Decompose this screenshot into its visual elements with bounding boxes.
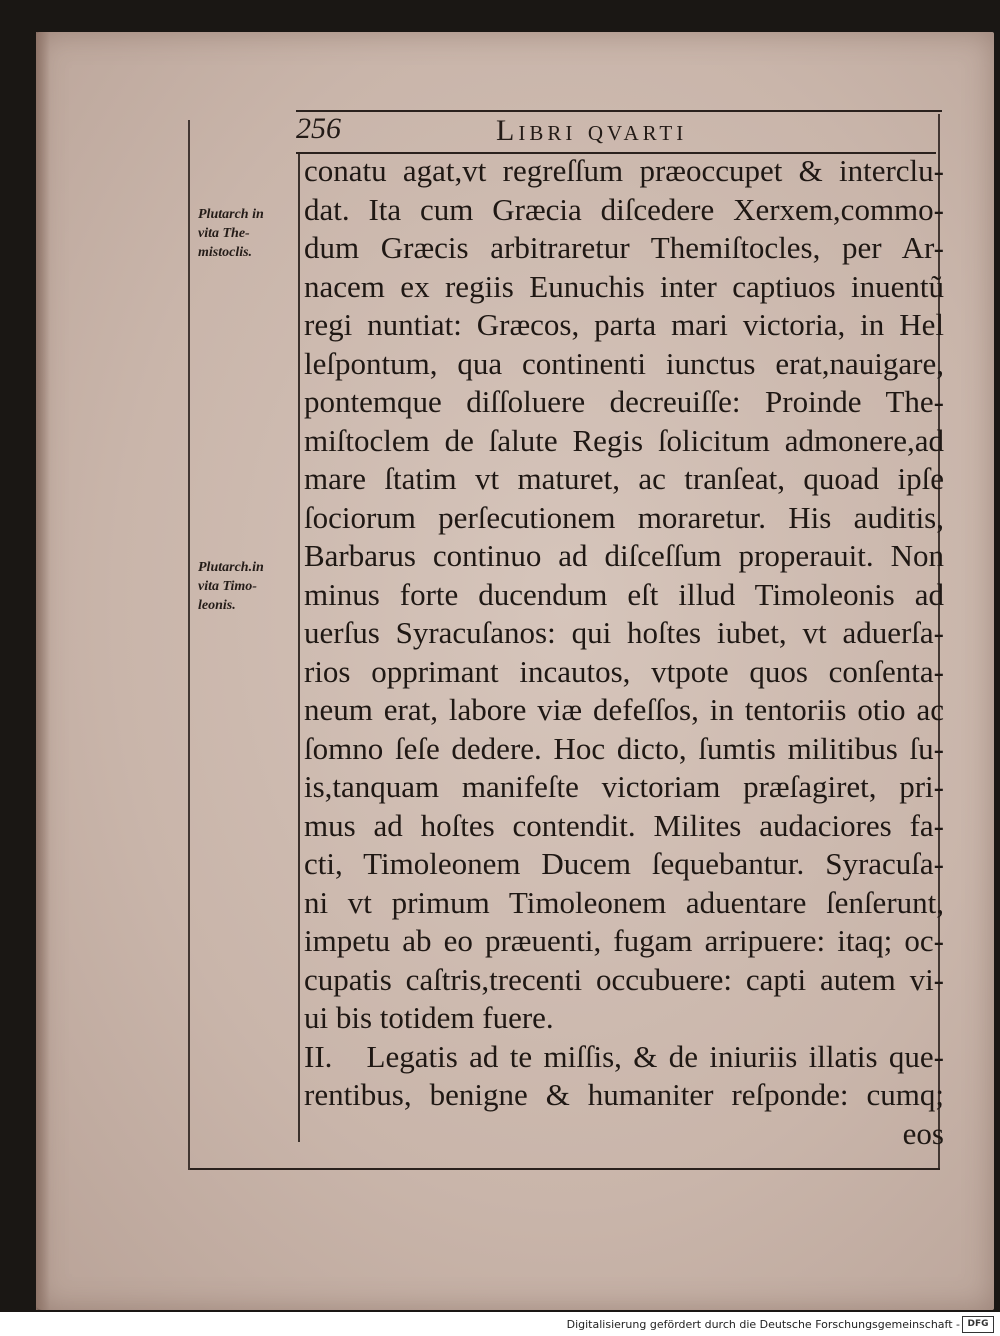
text-line: leſpontum, qua continenti iunctus erat,nauigare,: [304, 345, 944, 381]
text-line: nacem ex regiis Eunuchis inter captiuos inuentũ: [304, 268, 944, 304]
text-line: minus forte ducendum eſt illud Timoleonis ad: [304, 576, 944, 612]
bottom-rule: [190, 1168, 940, 1170]
text-line: mare ſtatim vt maturet, ac tranſeat, quoad ipſe: [304, 461, 944, 496]
text-line: uerſus Syracuſanos: qui hoſtes iubet, vt aduerſa-: [304, 615, 944, 650]
text-line: rentibus, benigne & humaniter reſponde: cumq;: [304, 1077, 944, 1112]
margin-note-themistocles: [198, 205, 264, 262]
text-line: regi nuntiat: Græcos, parta mari victoria, in Hel: [304, 307, 944, 342]
frame-left-rule: [188, 120, 190, 1170]
margin-note-line: Plutarch.in: [198, 560, 264, 575]
text-line: rios opprimant incautos, vtpote quos conſenta-: [304, 653, 944, 689]
text-line: Barbarus continuo ad diſceſſum properauit. Non: [304, 538, 944, 573]
main-text: [304, 152, 944, 1153]
running-title: Libri qvarti: [496, 114, 688, 147]
margin-note-line: mistoclis.: [198, 245, 253, 260]
text-line: II. Legatis ad te miſſis, & de iniuriis illatis que-: [304, 1038, 944, 1074]
text-line: mus ad hoſtes contendit. Milites audaciores fa-: [304, 807, 944, 843]
text-line: miſtoclem de ſalute Regis ſolicitum admonere,ad: [304, 422, 944, 458]
margin-note-line: vita Timo-: [198, 579, 257, 594]
text-line: pontemque diſſoluere decreuiſſe: Proinde The-: [304, 384, 944, 419]
text-line: ſomno ſeſe dedere. Hoc dicto, ſumtis militibus ſu-: [304, 730, 944, 766]
text-line: neum erat, labore viæ defeſſos, in tentoriis otio ac: [304, 692, 944, 727]
catchword: eos: [902, 1115, 944, 1151]
page-header: [296, 112, 936, 148]
text-line: dum Græcis arbitraretur Themiſtocles, per Ar-: [304, 230, 944, 265]
margin-note-line: Plutarch in: [198, 207, 264, 222]
text-line: ſociorum perſecutionem moraretur. His auditis,: [304, 499, 944, 535]
text-line: cupatis caſtris,trecenti occubuere: capti autem vi-: [304, 961, 944, 997]
text-line: conatu agat,vt regreſſum præoccupet & interclu-: [304, 153, 944, 188]
margin-note-line: leonis.: [198, 598, 236, 613]
text-line: ui bis totidem fuere.: [304, 1000, 554, 1035]
text-line: dat. Ita cum Græcia diſcedere Xerxem,commo-: [304, 191, 944, 227]
dfg-logo-icon: DFG: [962, 1316, 994, 1333]
text-line: cti, Timoleonem Ducem ſequebantur. Syracuſa-: [304, 846, 944, 881]
digitization-credit: Digitalisierung gefördert durch die Deutsche Forschungsgemeinschaft -: [566, 1318, 960, 1331]
text-line: impetu ab eo præuenti, fugam arripuere: itaq; oc-: [304, 923, 944, 958]
text-column-rule: [298, 152, 300, 1142]
page-gutter-shadow: [36, 32, 50, 1310]
margin-note-timoleon: [198, 558, 264, 615]
page-number: 256: [296, 112, 341, 145]
margin-note-line: vita The-: [198, 226, 250, 241]
text-line: ni vt primum Timoleonem aduentare ſenſerunt,: [304, 884, 944, 920]
text-line: is,tanquam manifeſte victoriam præſagiret, pri-: [304, 769, 944, 804]
